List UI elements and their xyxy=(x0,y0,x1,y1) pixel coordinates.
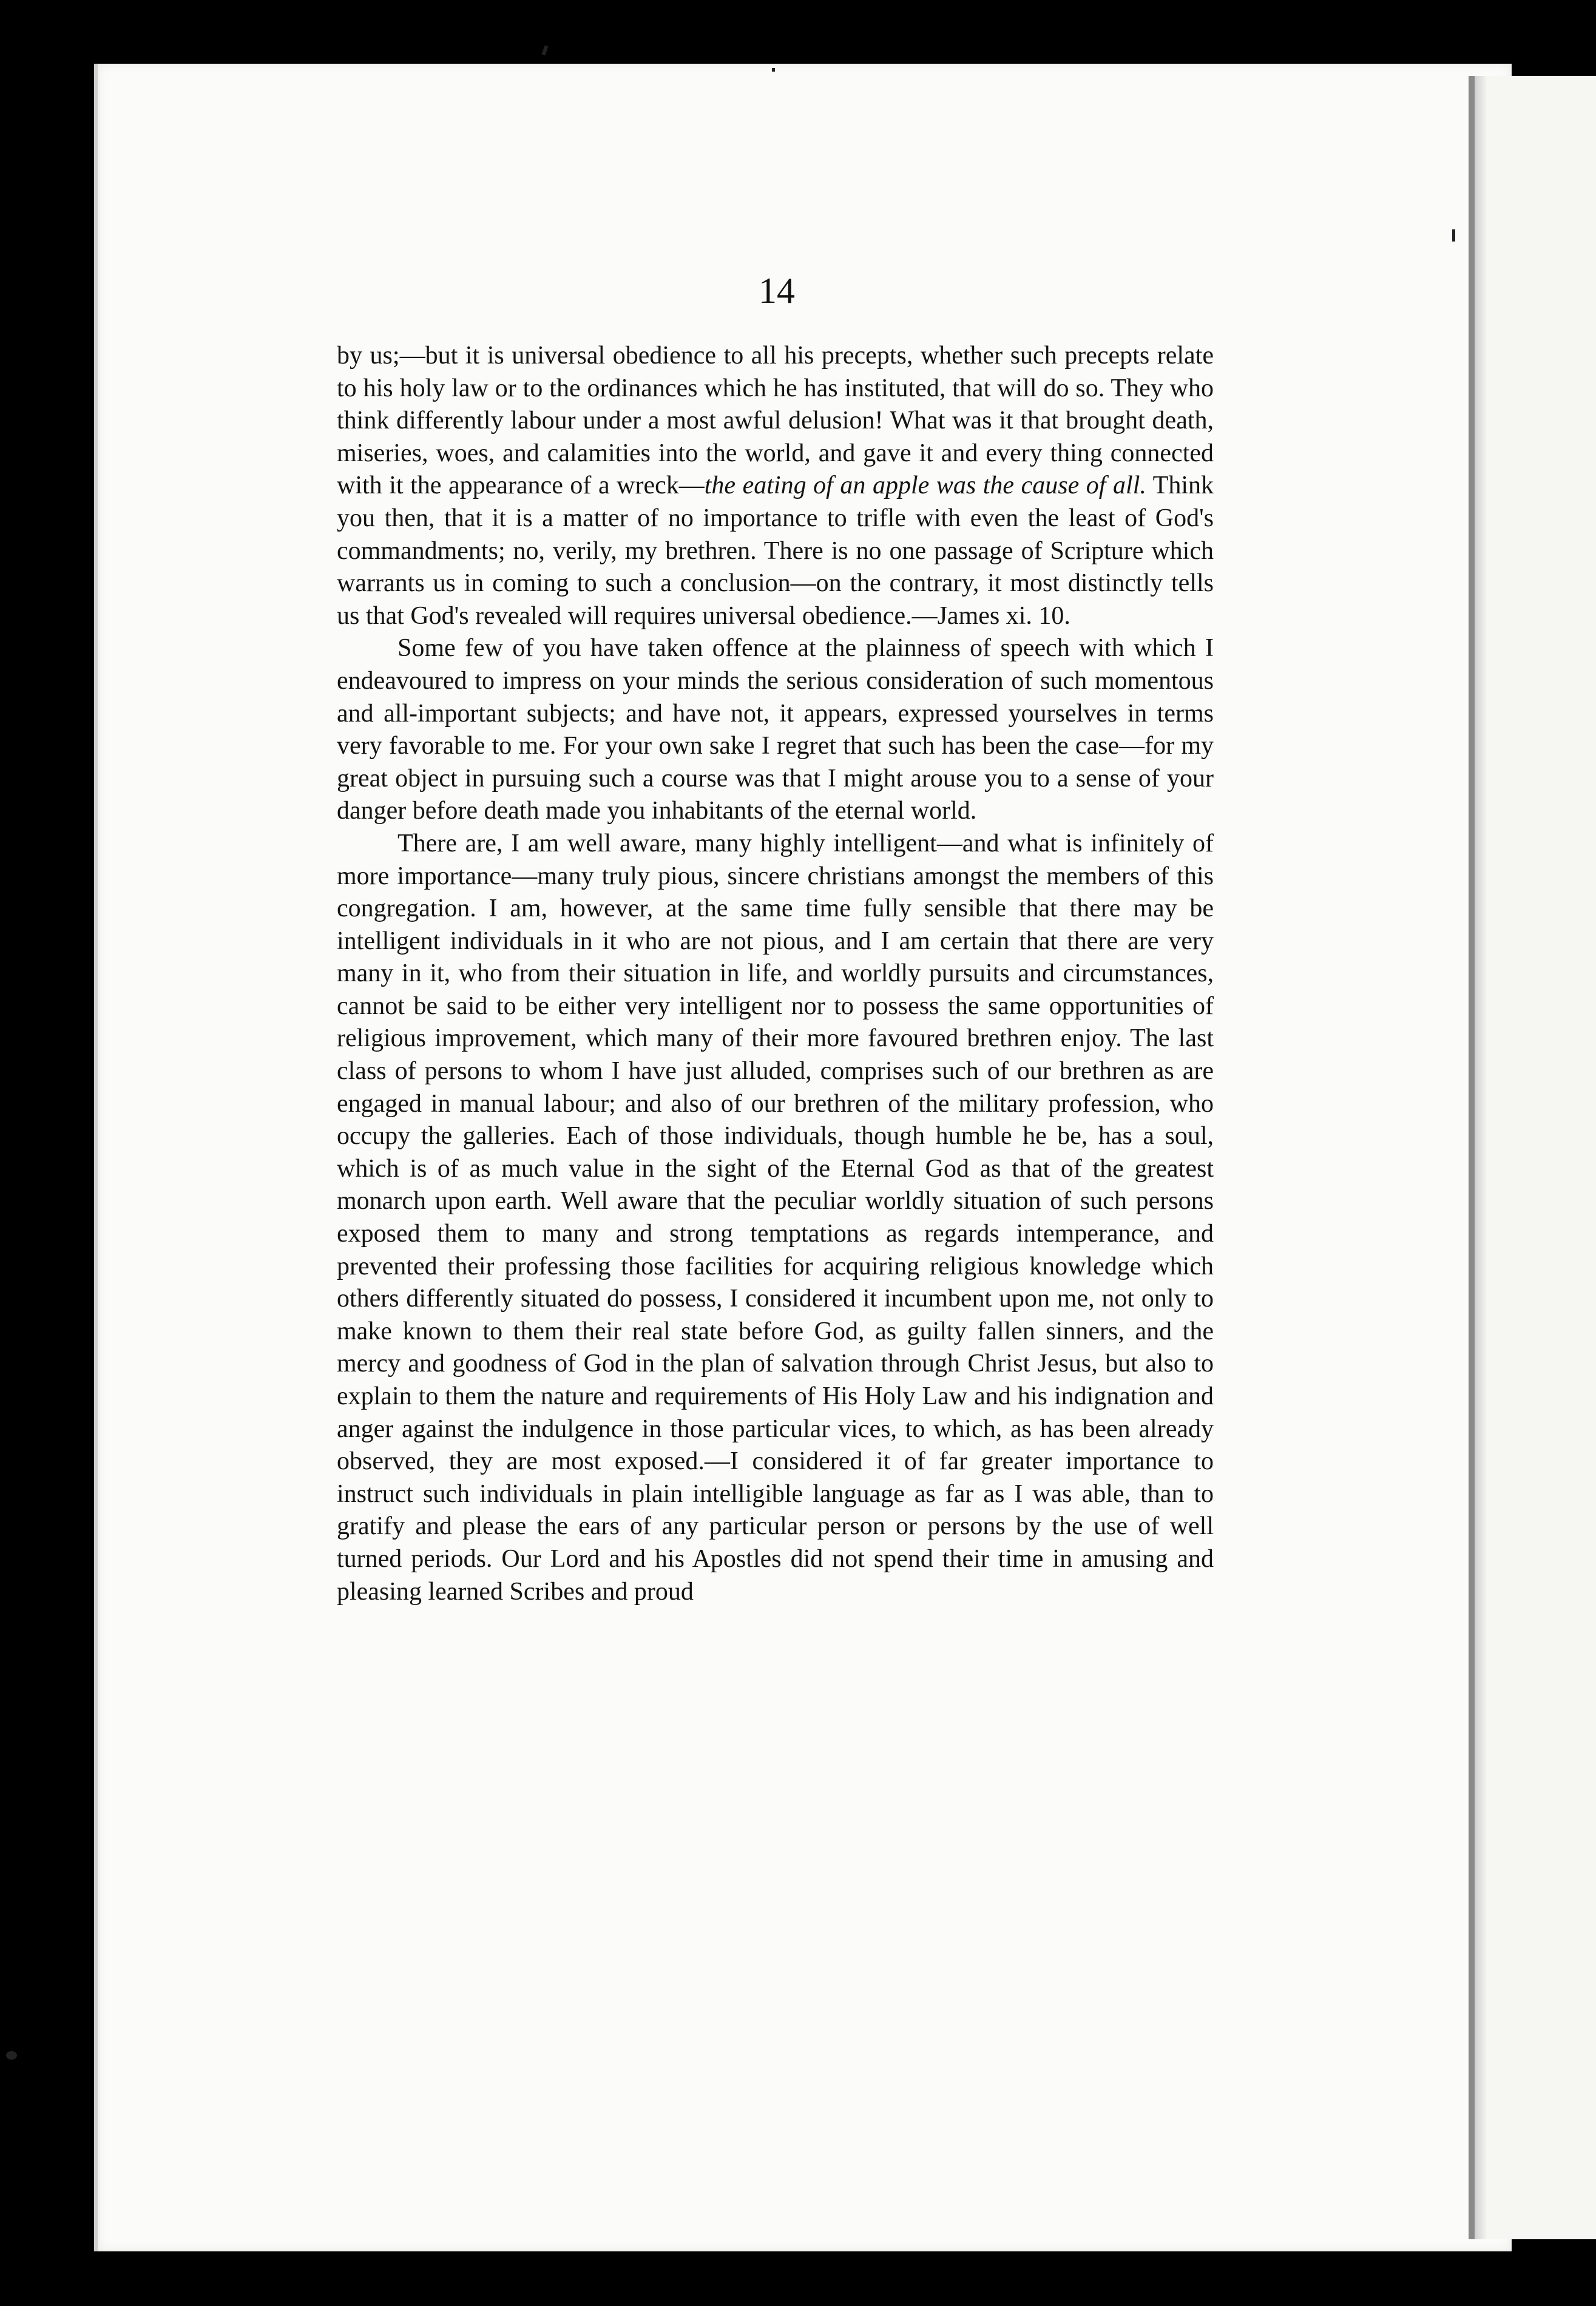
paragraph-1-text: by us;—but it is universal obedience to all his precepts, whether such precepts relate to his holy law or to the ordinances which he has instituted, that will do so. They who think differently labour under a most awful delusion! What was it that brought death, miseries, woes, and calamities into the world, and gave it and every thing connected with it the appearance of a wreck— xyxy=(337,342,1214,500)
scan-speck xyxy=(772,68,775,72)
paragraph-1-italic: the eating of an apple was the cause of all. xyxy=(704,472,1146,500)
body-text xyxy=(337,340,1214,1608)
paragraph-1 xyxy=(337,340,1214,632)
paragraph-3: There are, I am well aware, many highly intelligent—and what is infinitely of more importance—many truly pious, sincere christians amongst the members of this congregation. I am, however, at the same time fully sensible that there may be intelligent individuals in it who are not pious, and I am certain that there are very many in it, who from their situation in life, and worldly pursuits and circumstances, cannot be said to be either very intelligent nor to possess the same opportunities of religious improvement, which many of their more favoured brethren enjoy. The last class of persons to whom I have just alluded, comprises such of our brethren as are engaged in manual labour; and also of our brethren of the military profession, who occupy the galleries. Each of those individuals, though humble he be, has a soul, which is of as much value in the sight of the Eternal God as that of the greatest monarch upon earth. Well aware that the peculiar worldly situation of such persons exposed them to many and strong temptations as regards intemperance, and prevented their professing those facilities for acquiring religious knowledge which others differently situated do possess, I considered it incumbent upon me, not only to make known to them their real state before God, as guilty fallen sinners, and the mercy and goodness of God in the plan of salvation through Christ Jesus, but also to explain to them the nature and requirements of His Holy Law and his indignation and anger against the indulgence in those particular vices, to which, as has been already observed, they are most exposed.—I considered it of far greater importance to instruct such individuals in plain intelligible language as far as I was able, than to gratify and please the ears of any particular person or persons by the use of well turned periods. Our Lord and his Apostles did not spend their time in amusing and pleasing learned Scribes and proud xyxy=(337,829,1214,1606)
paragraph-1-text-end: Think you then, that it is a matter of no importance to trifle with even the least of God's commandments; no, verily, my brethren. There is no one passage of Scripture which warrants us in coming to such a conclusion—on the contrary, it most distinctly tells us that God's revealed will requires universal obedience.—James xi. 10. xyxy=(337,472,1214,630)
page-gutter-shadow xyxy=(1475,76,1487,2239)
page-number: 14 xyxy=(759,271,795,311)
adjacent-page-edge xyxy=(1469,76,1596,2239)
paragraph-2: Some few of you have taken offence at the plainness of speech with which I endeavoured to impress on your minds the serious consideration of such momentous and all-important subjects; and have not, it appears, expressed yourselves in terms very favorable to me. For your own sake I regret that such has been the case—for my great object in pursuing such a course was that I might arouse you to a sense of your danger before death made you inhabitants of the eternal world. xyxy=(337,634,1214,825)
scan-speck xyxy=(541,45,548,55)
scan-speck xyxy=(1452,229,1455,242)
scan-speck xyxy=(6,2051,17,2060)
